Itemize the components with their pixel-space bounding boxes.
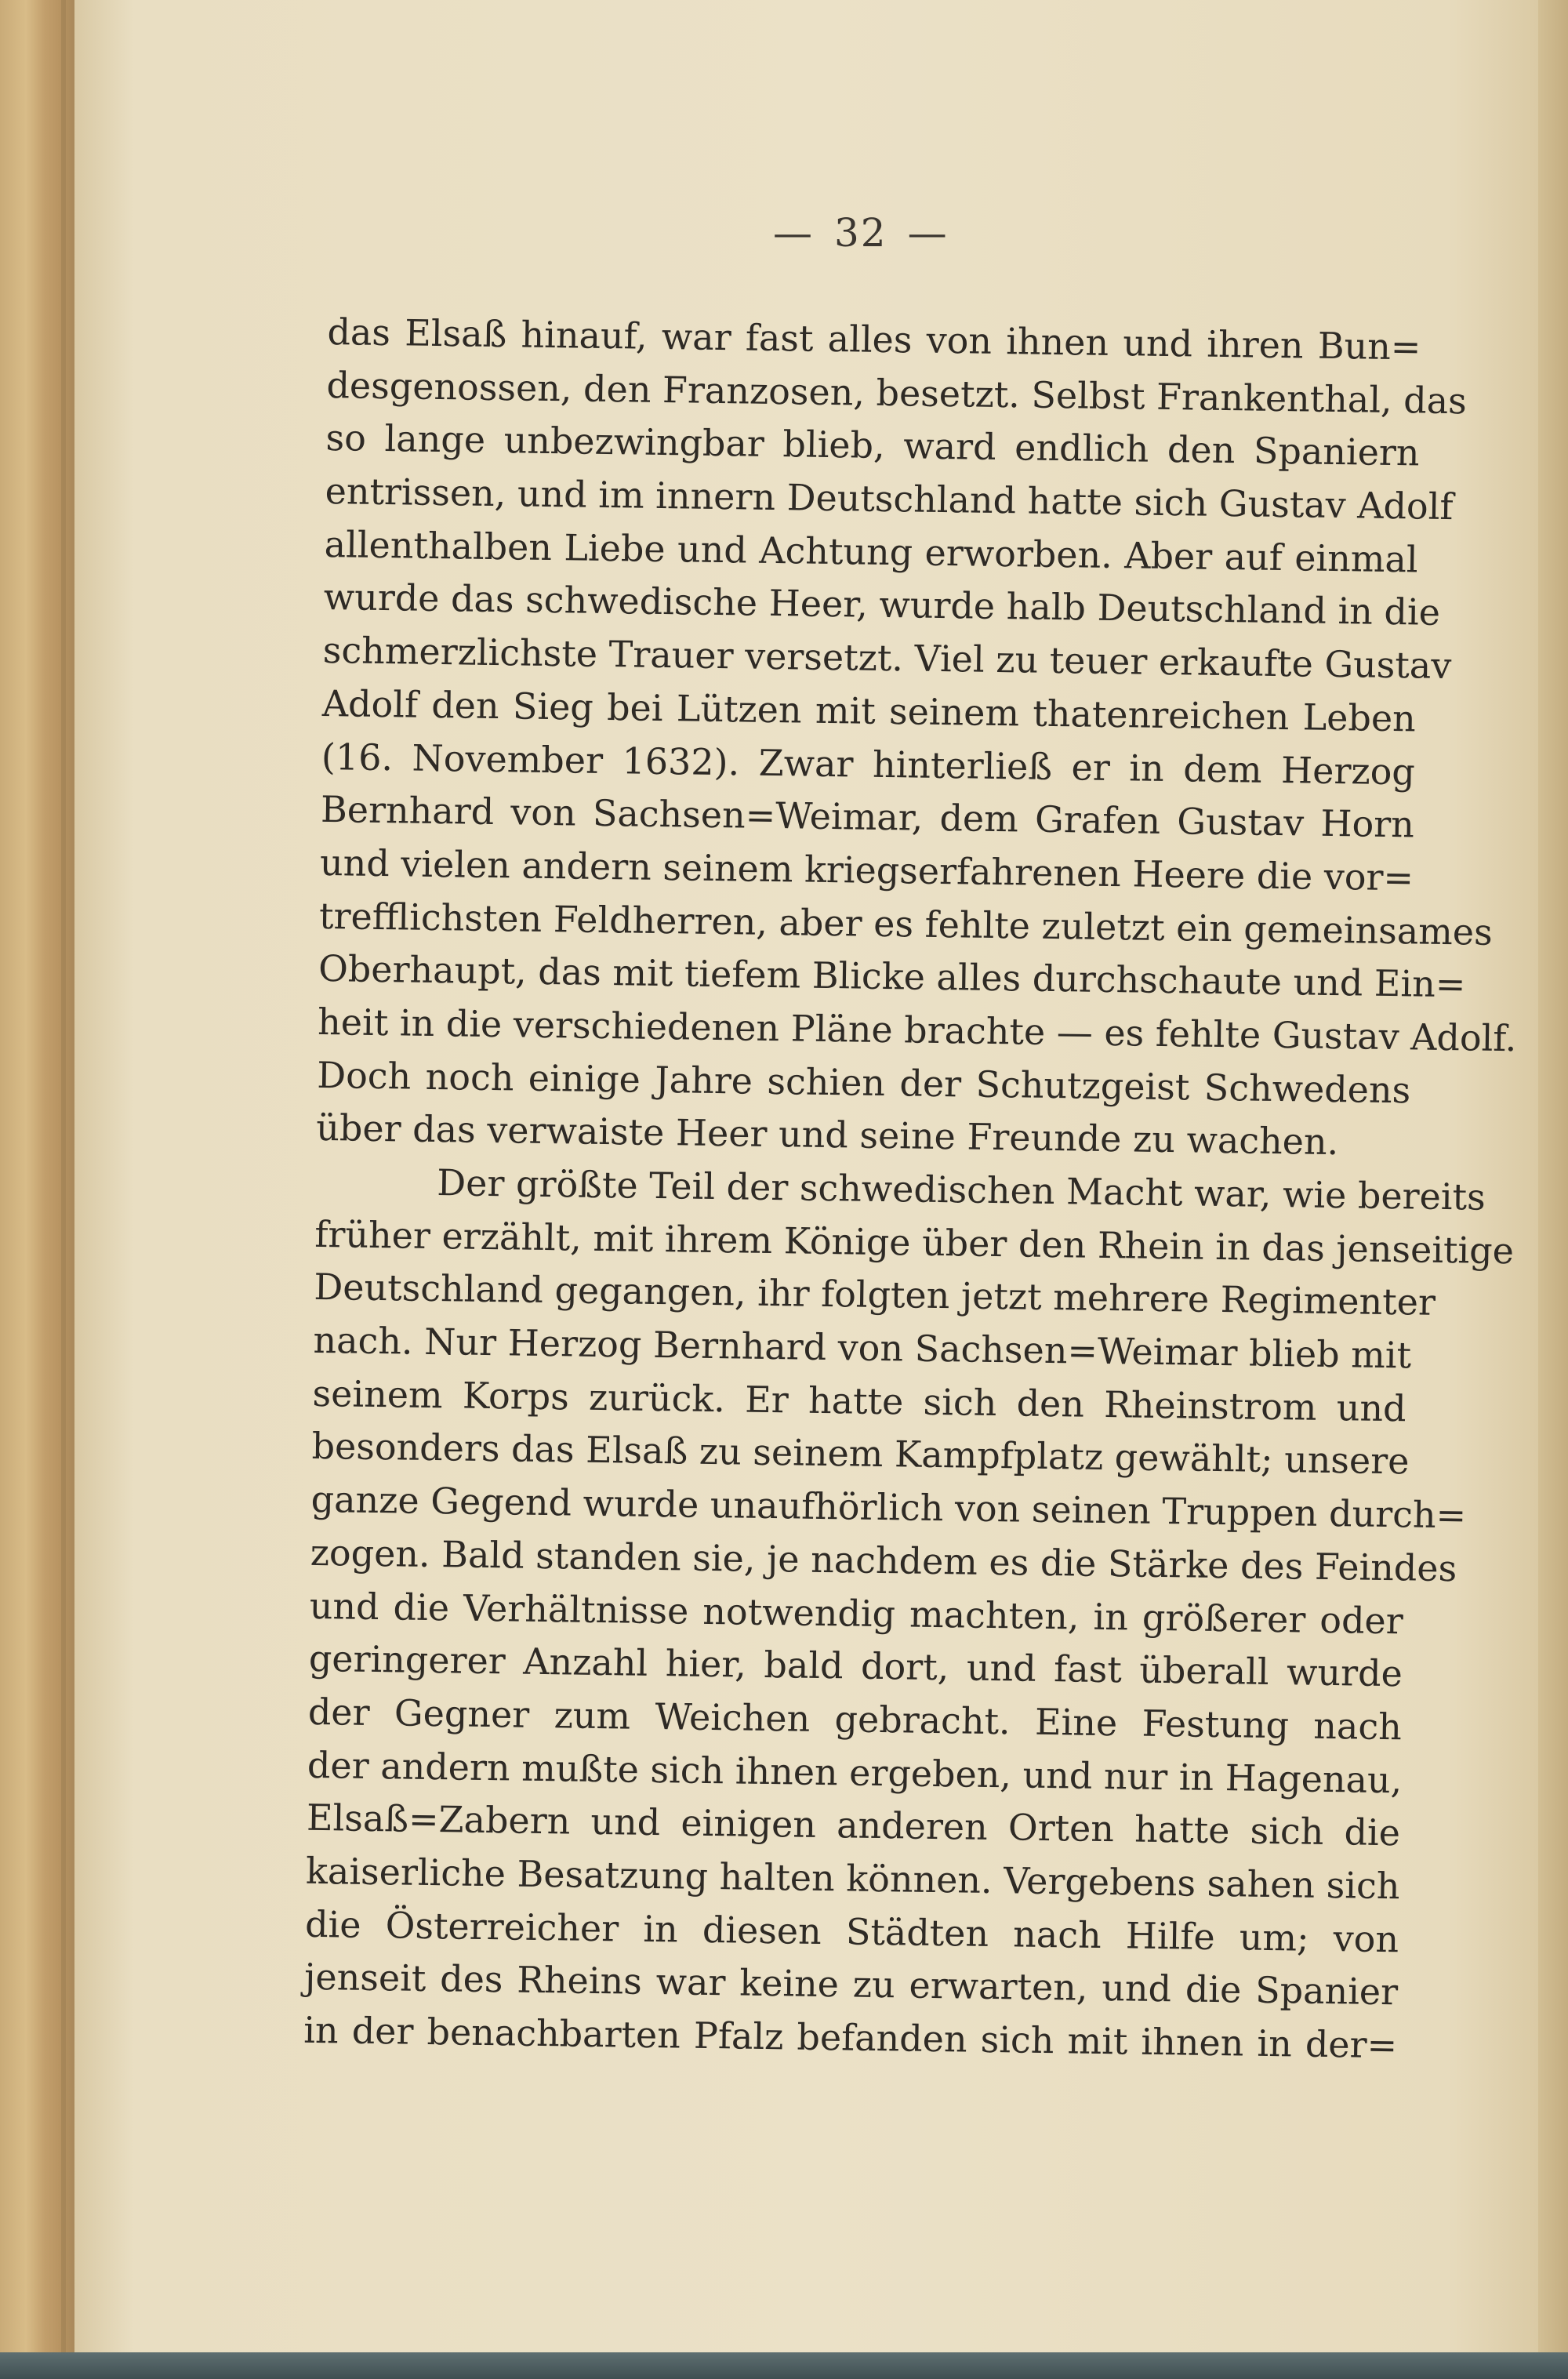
text-line: Adolf den Sieg bei Lützen mit seinem thatenreichen Leben (321, 681, 1417, 740)
text-line: Oberhaupt, das mit tiefem Blicke alles durchschaute und Ein= (318, 947, 1466, 1006)
page-right-edge (1538, 0, 1568, 2379)
text-line: wurde das schwedische Heer, wurde halb Deutschland in die (323, 576, 1441, 634)
text-line: seinem Korps zurück. Er hatte sich den Rheinstrom und (312, 1371, 1406, 1430)
text-line: der Gegner zum Weichen gebracht. Eine Festung nach (307, 1690, 1403, 1749)
paragraph-2 (303, 1155, 1515, 2072)
text-line: Deutschland gegangen, ihr folgten jetzt mehrere Regimenter (314, 1266, 1436, 1324)
text-line: Bernhard von Sachsen=Weimar, dem Grafen Gustav Horn (320, 788, 1415, 846)
text-line: Doch noch einige Jahre schien der Schutzgeist Schwedens (316, 1053, 1411, 1112)
text-line: und die Verhältnisse notwendig machten, in größerer oder (309, 1584, 1404, 1642)
text-line: früher erzählt, mit ihrem Könige über den Rhein in das jenseitige (314, 1212, 1515, 1272)
text-line: der andern mußte sich ihnen ergeben, und nur in Hagenau, (307, 1743, 1403, 1801)
text-line: Elsaß=Zabern und einigen anderen Orten hatte sich die (306, 1796, 1401, 1854)
text-line: heit in die verschiedenen Pläne brachte — es fehlte Gustav Adolf. (317, 1000, 1517, 1060)
text-line: und vielen andern seinem kriegserfahrenen Heere die vor= (319, 841, 1414, 899)
text-line: (16. November 1632). Zwar hinterließ er in dem Herzog (321, 735, 1416, 793)
text-line: über das verwaiste Heer und seine Freunde zu wachen. (315, 1106, 1339, 1164)
text-line: zogen. Bald standen sie, je nachdem es die Stärke des Feindes (310, 1531, 1457, 1590)
text-line: desgenossen, den Franzosen, besetzt. Selbst Frankenthal, das (326, 363, 1468, 422)
page-number-value: 32 (834, 210, 887, 256)
binding-crease (61, 0, 66, 2379)
text-line: kaiserliche Besatzung halten können. Vergebens sahen sich (305, 1849, 1400, 1908)
text-line: in der benachbarten Pfalz befanden sich mit ihnen in der= (303, 2008, 1398, 2067)
body-text (303, 306, 1517, 2072)
book-cover-strip (0, 2352, 1568, 2379)
paragraph-1 (315, 306, 1517, 1170)
text-line: schmerzlichste Trauer versetzt. Viel zu teuer erkaufte Gustav (322, 629, 1452, 688)
page-number (753, 210, 988, 256)
text-line: Der größte Teil der schwedischen Macht war, wie bereits (437, 1161, 1486, 1219)
text-line: das Elsaß hinauf, war fast alles von ihnen und ihren Bun= (327, 310, 1421, 369)
page-number-dash-right: — (907, 210, 949, 256)
text-line: jenseit des Rheins war keine zu erwarten, und die Spanier (303, 1956, 1399, 2014)
text-line: ganze Gegend wurde unaufhörlich von seinen Truppen durch= (310, 1477, 1467, 1537)
text-line: die Österreicher in diesen Städten nach Hilfe um; von (304, 1902, 1399, 1960)
text-line: trefflichsten Feldherren, aber es fehlte zuletzt ein gemeinsames (318, 894, 1494, 953)
text-line: nach. Nur Herzog Bernhard von Sachsen=Weimar blieb mit (313, 1318, 1412, 1377)
text-line: entrissen, und im innern Deutschland hatte sich Gustav Adolf (325, 470, 1454, 528)
text-line: so lange unbezwingbar blieb, ward endlich den Spaniern (325, 416, 1420, 474)
text-line: geringerer Anzahl hier, bald dort, und fast überall wurde (308, 1637, 1403, 1695)
page-number-dash-left: — (773, 210, 814, 256)
text-line: allenthalben Liebe und Achtung erworben. Aber auf einmal (324, 522, 1418, 581)
text-line: besonders das Elsaß zu seinem Kampfplatz gewählt; unsere (311, 1425, 1410, 1483)
